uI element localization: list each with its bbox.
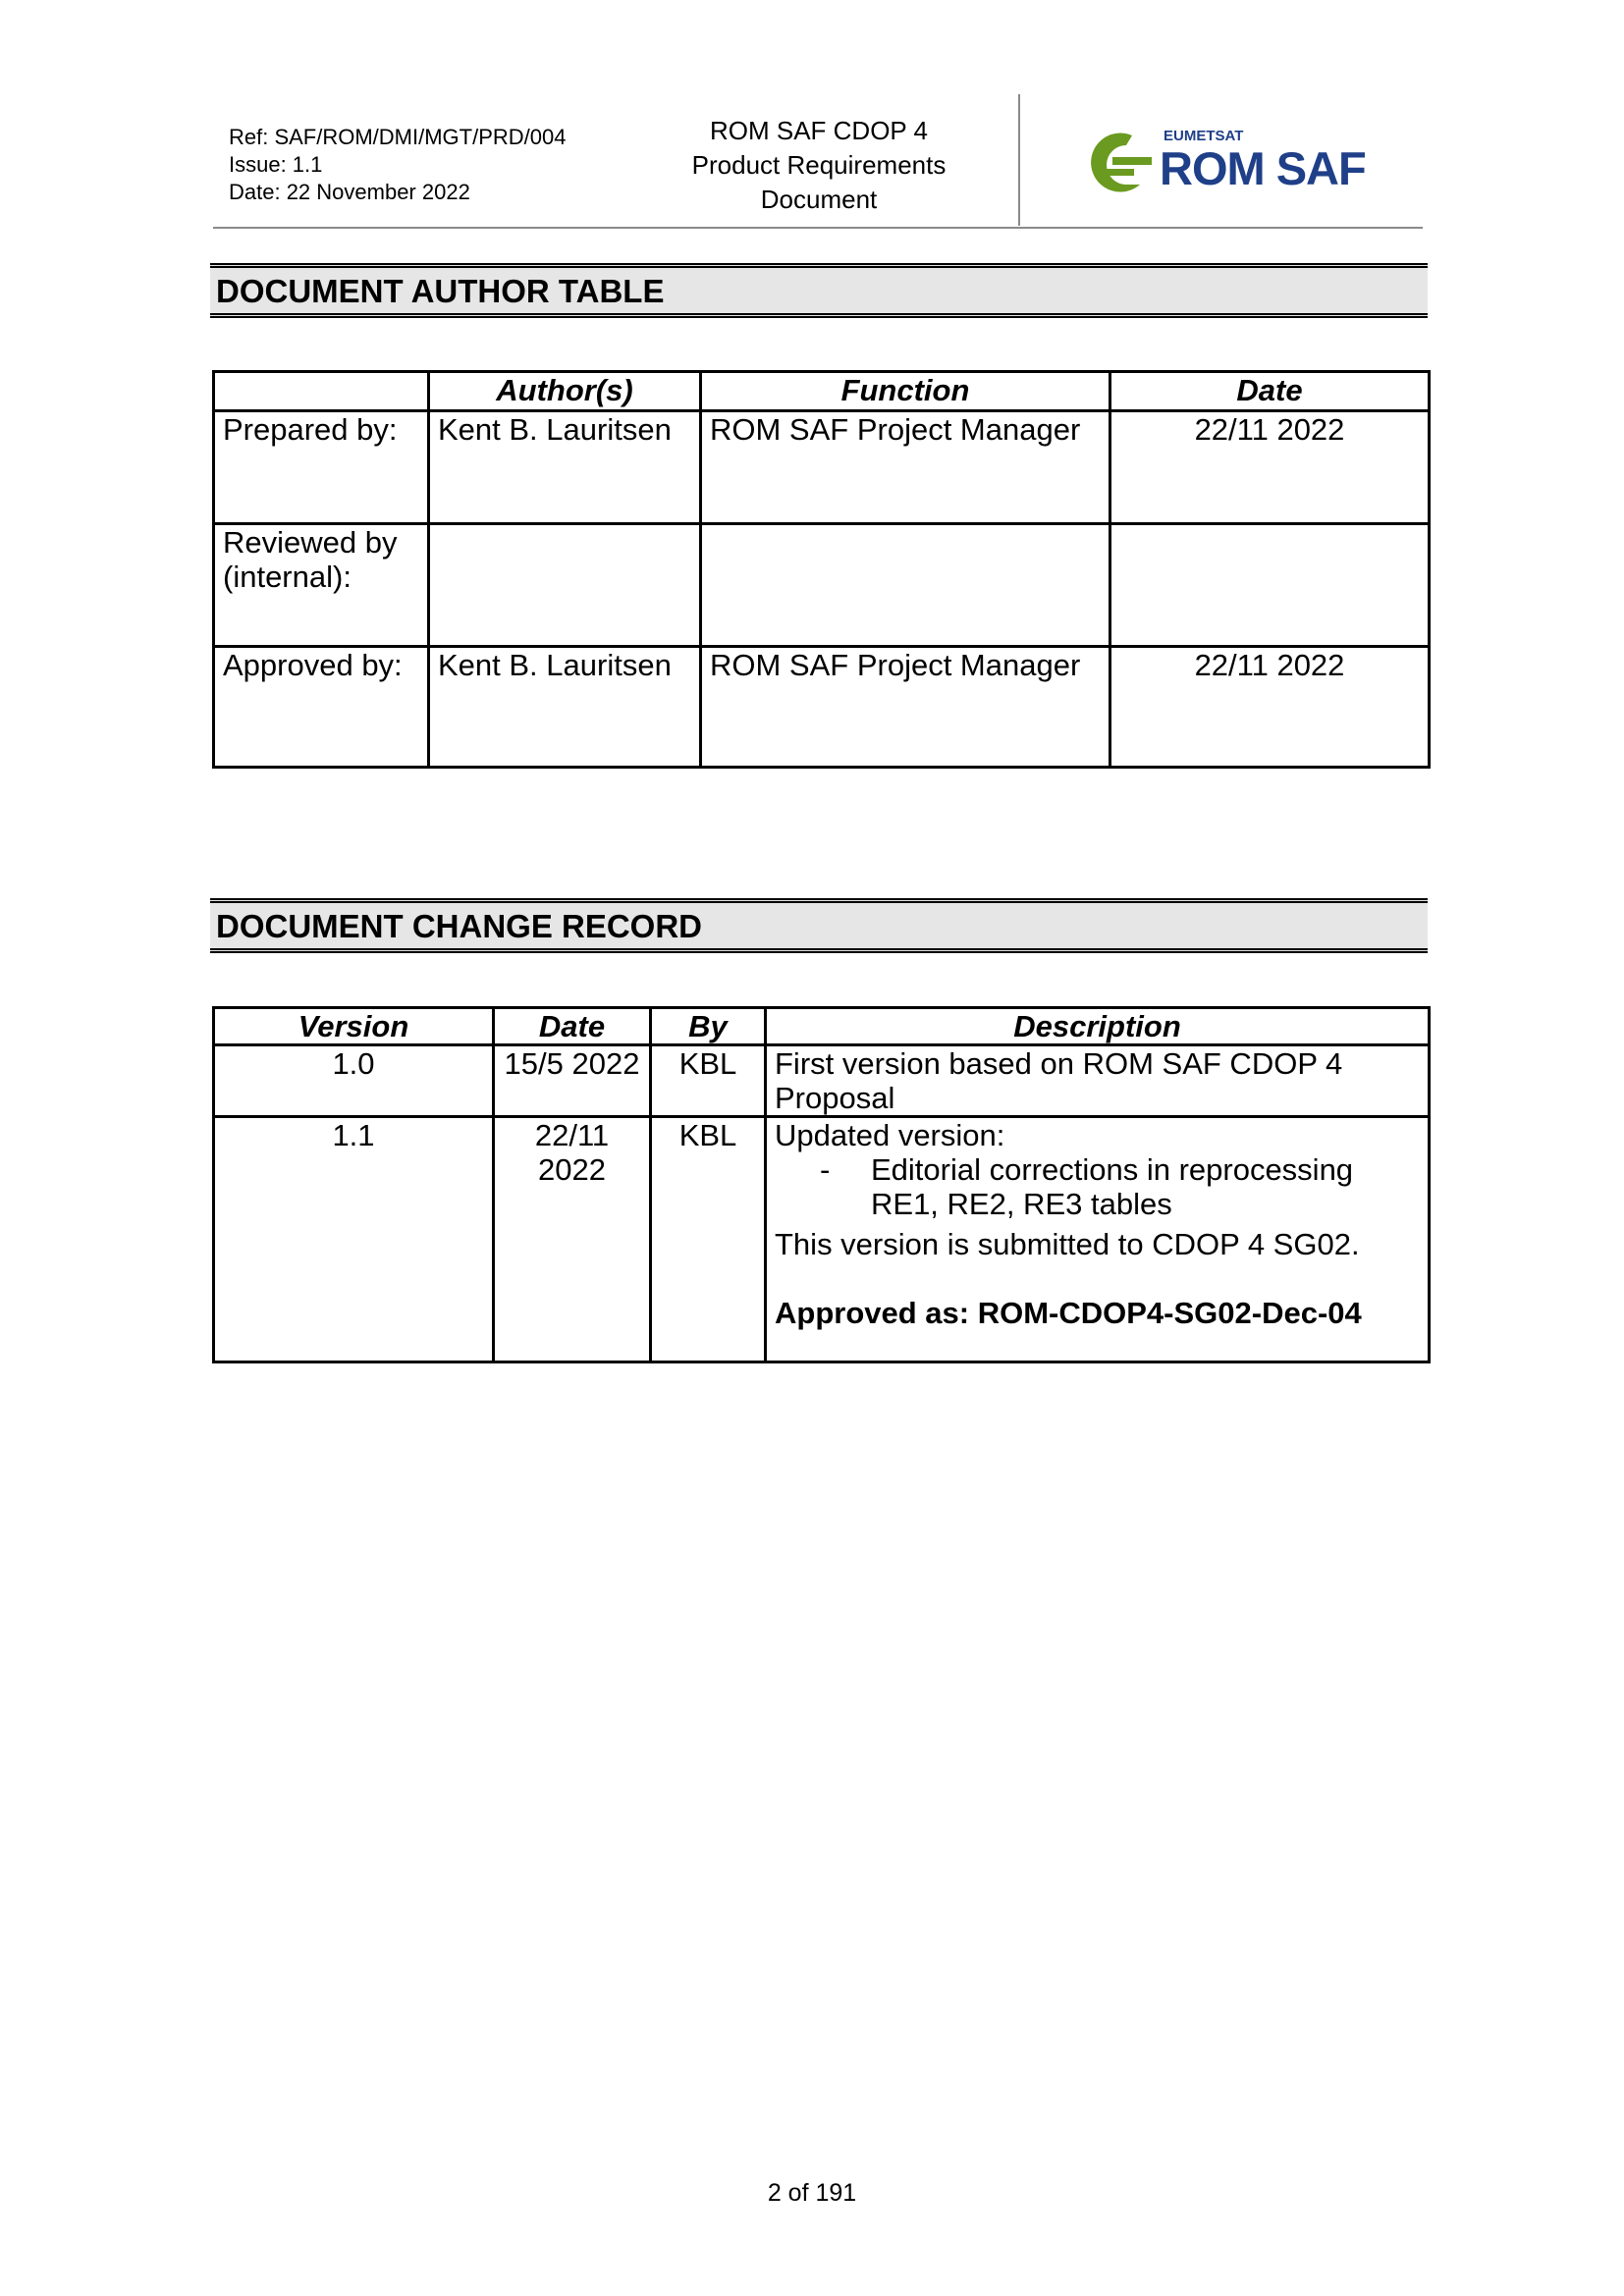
author-table [212,370,1431,769]
page-number: 2 of 191 [767,2179,857,2207]
header-title-line3: Document [760,185,878,214]
author-col-authors: Author(s) [429,372,701,411]
header-issue: Issue: 1.1 [229,152,323,177]
author-cell: Kent B. Lauritsen [429,647,701,768]
rom-saf-logo [1083,124,1378,202]
function-cell: ROM SAF Project Manager [701,647,1110,768]
change-section-banner [210,898,1428,953]
header-date: Date: 22 November 2022 [229,180,470,204]
description-note: This version is submitted to CDOP 4 SG02. [775,1227,1360,1261]
role-cell [214,524,429,647]
description-intro: Updated version: [775,1118,1005,1152]
change-col-description: Description [766,1008,1430,1045]
header-title-line1: ROM SAF CDOP 4 [709,116,928,145]
by-cell: KBL [651,1117,766,1362]
date-cell: 15/5 2022 [494,1045,651,1117]
header-ref: Ref: SAF/ROM/DMI/MGT/PRD/004 [229,125,567,149]
author-cell [429,524,701,647]
date-cell: 22/11 2022 [494,1117,651,1362]
description-approved: Approved as: ROM-CDOP4-SG02-Dec-04 [775,1296,1362,1330]
role-cell: Approved by: [214,647,429,768]
author-section-banner [210,263,1428,318]
description-cell [766,1117,1430,1362]
function-cell: ROM SAF Project Manager [701,411,1110,524]
logo-eumetsat-text: EUMETSAT [1164,128,1244,144]
header-title-line2: Product Requirements [691,150,947,180]
change-section-title: DOCUMENT CHANGE RECORD [216,908,702,944]
table-row [214,524,1430,647]
version-cell: 1.1 [214,1117,494,1362]
change-record-table [212,1006,1431,1363]
change-table-header [214,1008,1430,1045]
header-title [642,114,996,217]
version-cell: 1.0 [214,1045,494,1117]
description-cell: First version based on ROM SAF CDOP 4 Proposal [766,1045,1430,1117]
header-meta [229,124,567,206]
list-item: - Editorial corrections in reprocessing RE1, RE2, RE3 tables [820,1152,1420,1221]
table-row [214,647,1430,768]
author-section-title: DOCUMENT AUTHOR TABLE [216,273,665,309]
by-cell: KBL [651,1045,766,1117]
date-cell: 22/11 2022 [1110,647,1430,768]
role-cell: Prepared by: [214,411,429,524]
role-line: (internal): [223,560,352,594]
page-header [213,94,1423,229]
logo-romsaf-text: ROM SAF [1160,142,1366,194]
change-col-by: By [651,1008,766,1045]
author-col-date: Date [1110,372,1430,411]
function-cell [701,524,1110,647]
table-row [214,411,1430,524]
role-line: Reviewed by [223,525,398,560]
header-divider [1018,94,1020,226]
date-cell: 22/11 2022 [1110,411,1430,524]
author-col-role [214,372,429,411]
date-cell [1110,524,1430,647]
change-col-date: Date [494,1008,651,1045]
author-table-header [214,372,1430,411]
author-col-function: Function [701,372,1110,411]
author-cell: Kent B. Lauritsen [429,411,701,524]
change-col-version: Version [214,1008,494,1045]
description-list [775,1152,1420,1221]
table-row [214,1045,1430,1117]
table-row [214,1117,1430,1362]
